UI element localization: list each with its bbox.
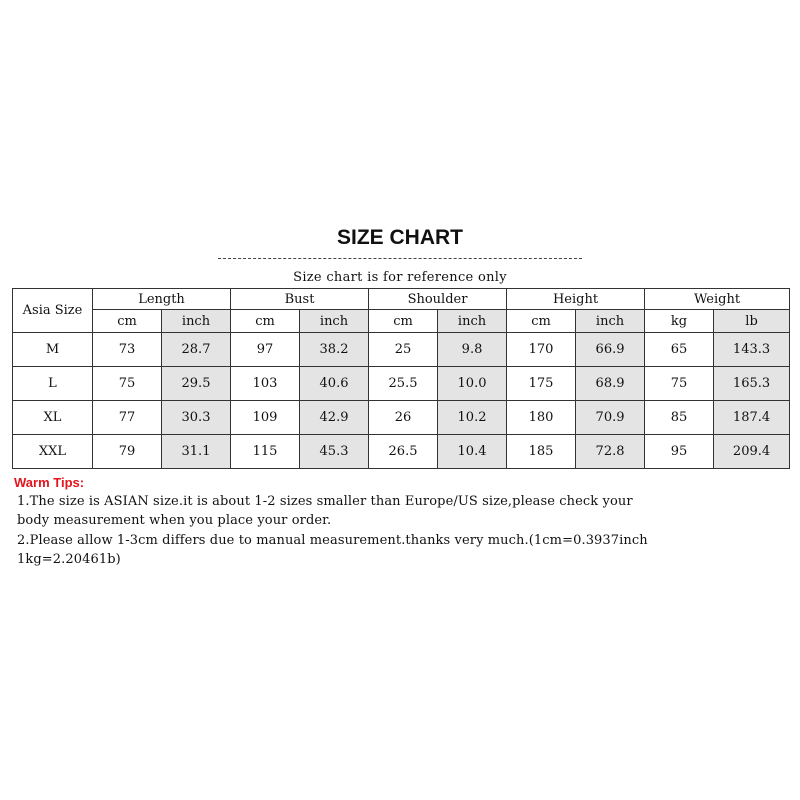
unit-cell: inch	[576, 310, 645, 333]
table-cell: 115	[231, 435, 300, 469]
table-cell: 109	[231, 401, 300, 435]
table-cell: 31.1	[162, 435, 231, 469]
table-cell: 170	[507, 333, 576, 367]
table-row	[13, 401, 790, 435]
table-cell: 77	[93, 401, 162, 435]
page-title: SIZE CHART	[337, 226, 463, 249]
tip-line: body measurement when you place your order.	[17, 513, 332, 528]
table-cell: 103	[231, 367, 300, 401]
table-cell: 143.3	[714, 333, 790, 367]
table-cell: 70.9	[576, 401, 645, 435]
table-cell: 38.2	[300, 333, 369, 367]
unit-cell: kg	[645, 310, 714, 333]
table-cell: 26.5	[369, 435, 438, 469]
tip-line: 1.The size is ASIAN size.it is about 1-2 sizes smaller than Europe/US size,please check your	[17, 494, 633, 509]
tip-line: 1kg=2.20461b)	[17, 552, 121, 567]
table-cell: 10.2	[438, 401, 507, 435]
group-header-height: Height	[507, 289, 645, 310]
unit-cell: inch	[162, 310, 231, 333]
group-header-bust: Bust	[231, 289, 369, 310]
unit-cell: cm	[93, 310, 162, 333]
unit-cell: inch	[300, 310, 369, 333]
table-cell: 30.3	[162, 401, 231, 435]
asia-size-header: Asia Size	[13, 289, 93, 333]
header-row-groups	[13, 289, 790, 310]
table-cell: 79	[93, 435, 162, 469]
table-cell: 185	[507, 435, 576, 469]
table-cell: 75	[93, 367, 162, 401]
table-cell: 95	[645, 435, 714, 469]
warm-tips-heading: Warm Tips:	[14, 475, 85, 490]
group-header-length: Length	[93, 289, 231, 310]
table-cell: 25	[369, 333, 438, 367]
table-cell: 180	[507, 401, 576, 435]
unit-cell: inch	[438, 310, 507, 333]
table-row	[13, 367, 790, 401]
unit-cell: cm	[231, 310, 300, 333]
table-cell: 97	[231, 333, 300, 367]
table-cell: 10.0	[438, 367, 507, 401]
header-row-units	[13, 310, 790, 333]
table-cell: 28.7	[162, 333, 231, 367]
size-label: XXL	[13, 435, 93, 469]
table-cell: 26	[369, 401, 438, 435]
table-cell: 45.3	[300, 435, 369, 469]
table-cell: 65	[645, 333, 714, 367]
unit-cell: lb	[714, 310, 790, 333]
table-row	[13, 435, 790, 469]
reference-note: Size chart is for reference only	[293, 270, 507, 285]
table-cell: 42.9	[300, 401, 369, 435]
table-cell: 85	[645, 401, 714, 435]
table-cell: 73	[93, 333, 162, 367]
table-cell: 10.4	[438, 435, 507, 469]
size-label: XL	[13, 401, 93, 435]
table-cell: 187.4	[714, 401, 790, 435]
size-chart-table	[12, 288, 790, 469]
unit-cell: cm	[507, 310, 576, 333]
table-cell: 72.8	[576, 435, 645, 469]
table-cell: 40.6	[300, 367, 369, 401]
group-header-weight: Weight	[645, 289, 790, 310]
table-cell: 165.3	[714, 367, 790, 401]
table-cell: 9.8	[438, 333, 507, 367]
table-cell: 68.9	[576, 367, 645, 401]
table-cell: 66.9	[576, 333, 645, 367]
size-label: L	[13, 367, 93, 401]
size-label: M	[13, 333, 93, 367]
table-cell: 29.5	[162, 367, 231, 401]
table-row	[13, 333, 790, 367]
title-divider	[218, 258, 582, 259]
table-cell: 175	[507, 367, 576, 401]
table-cell: 209.4	[714, 435, 790, 469]
group-header-shoulder: Shoulder	[369, 289, 507, 310]
tip-line: 2.Please allow 1-3cm differs due to manual measurement.thanks very much.(1cm=0.3937inch	[17, 533, 648, 548]
table-cell: 75	[645, 367, 714, 401]
table-cell: 25.5	[369, 367, 438, 401]
unit-cell: cm	[369, 310, 438, 333]
